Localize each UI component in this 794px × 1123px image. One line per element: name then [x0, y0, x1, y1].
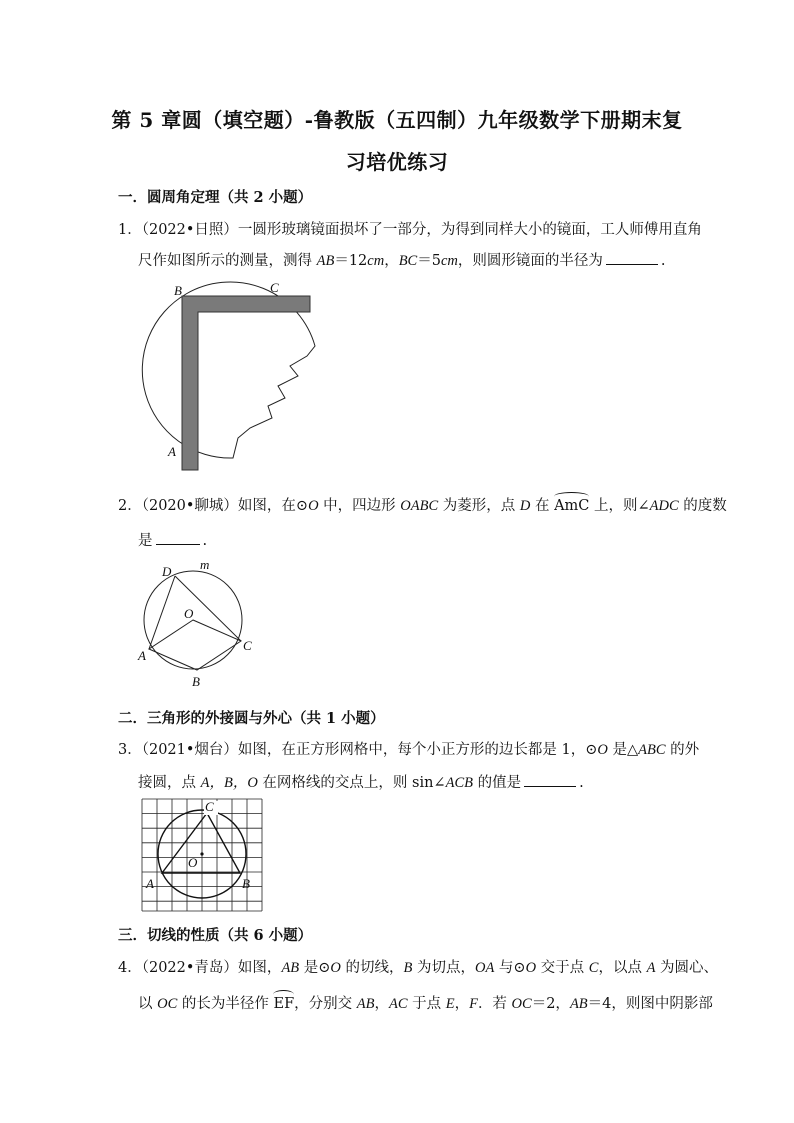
q4-var-oc2: OC — [511, 996, 532, 1012]
q1-label-a: A — [168, 444, 176, 459]
q4-text: ．若 — [477, 996, 512, 1012]
q3-var-o: O — [597, 742, 608, 758]
q3-label-a: A — [146, 876, 154, 891]
section-heading-2: 二．三角形的外接圆与外心（共 1 小题） — [118, 710, 385, 727]
q2-answer-blank[interactable] — [156, 530, 200, 545]
q1-label-b: B — [174, 283, 182, 298]
q2-circle-figure — [130, 558, 260, 690]
q4-text: 4．（2022•青岛）如图， — [118, 960, 282, 976]
q3-var-acb: ACB — [445, 775, 473, 791]
q4-var-ab2: AB — [356, 996, 375, 1012]
q1-right-angle-ruler — [182, 296, 310, 470]
q4-text: 交于点 — [536, 960, 589, 976]
q4-var-oc: OC — [157, 996, 178, 1012]
q3-var-points: A，B，O — [200, 775, 258, 791]
q4-text: 于点 — [407, 996, 446, 1012]
q2-var-oabc: OABC — [400, 498, 439, 514]
q4-var-ac: AC — [388, 996, 408, 1012]
q2-label-d: D — [162, 564, 172, 579]
q3-label-o: O — [188, 855, 198, 870]
document-title-line-1: 第 5 章圆（填空题）-鲁教版（五四制）九年级数学下册期末复 — [111, 108, 683, 132]
q3-text-line-1 — [118, 738, 699, 759]
q2-text-start: 是 — [138, 533, 153, 549]
q3-text-line-2 — [138, 771, 584, 792]
q4-var-f: F — [469, 996, 478, 1012]
section-heading-1: 一．圆周角定理（共 2 小题） — [118, 189, 313, 206]
q2-arc-label: AmC — [554, 498, 590, 514]
q2-var-d: D — [519, 498, 531, 514]
q4-var-c: C — [588, 960, 599, 976]
q3-grid-figure — [140, 797, 268, 915]
q1-text-line-1: 1．（2022•日照）一圆形玻璃镜面损坏了一部分，为得到同样大小的镜面，工人师傅用直角 — [118, 222, 702, 238]
q4-var-ab: AB — [281, 960, 300, 976]
q1-sep: ， — [384, 253, 399, 269]
q4-text: ，分别交 — [294, 996, 357, 1012]
q2-label-o: O — [184, 606, 194, 621]
q4-text: ＝2， — [531, 996, 570, 1012]
q4-arc-mark — [273, 990, 294, 999]
q4-text-line-2 — [138, 992, 713, 1013]
q1-text-end: ，则圆形镜面的半径为 — [457, 253, 603, 269]
q4-arc-notation — [273, 996, 294, 1012]
q3-text: 接圆，点 — [138, 775, 201, 791]
q3-var-abc: ABC — [638, 742, 666, 758]
q2-label-a: A — [138, 648, 146, 663]
q3-period: . — [579, 775, 584, 791]
q3-answer-blank[interactable] — [524, 772, 576, 787]
q4-text-line-1 — [118, 956, 718, 977]
q2-text: 的度数 — [678, 498, 727, 514]
q3-text: 的外 — [665, 742, 700, 758]
q3-text: 是△ — [607, 742, 639, 758]
q1-unit-2: cm — [440, 253, 458, 269]
q2-text: 2．（2020•聊城）如图，在⊙ — [118, 498, 309, 514]
q4-text: 为切点， — [412, 960, 475, 976]
q3-label-b: B — [242, 876, 250, 891]
q4-var-ab3: AB — [569, 996, 588, 1012]
q2-label-m: m — [200, 558, 210, 572]
q2-segment-da — [149, 576, 175, 649]
q2-label-b: B — [192, 674, 200, 689]
q1-eq2: ＝5 — [417, 253, 441, 269]
document-title-line-2: 习培优练习 — [345, 150, 449, 174]
q4-var-e: E — [445, 996, 455, 1012]
q2-var-o: O — [308, 498, 319, 514]
q4-text: 以 — [138, 996, 158, 1012]
q2-arc-notation — [554, 498, 589, 514]
q1-mirror-figure — [130, 278, 330, 473]
q3-text: 在网格线的交点上，则 sin∠ — [257, 775, 446, 791]
q2-period: . — [202, 533, 208, 549]
q4-text: 与⊙ — [494, 960, 526, 976]
q2-text-line-1 — [118, 494, 727, 515]
q3-text: 的值是 — [472, 775, 522, 791]
q1-unit-1: cm — [367, 253, 385, 269]
q1-var-bc: BC — [398, 253, 418, 269]
section-heading-3: 三．切线的性质（共 6 小题） — [118, 927, 313, 944]
q4-var-o: O — [330, 960, 341, 976]
q2-text: 在 — [530, 498, 555, 514]
q4-var-o2: O — [525, 960, 537, 976]
q4-text: 的切线， — [340, 960, 404, 976]
q2-arc-mark — [554, 492, 589, 501]
q1-text: 尺作如图所示的测量，测得 — [138, 253, 317, 269]
q2-var-adc: ADC — [649, 498, 679, 514]
q3-center-o — [200, 852, 203, 855]
q4-text: 的长为半径作 — [177, 996, 274, 1012]
q3-label-c: C — [205, 799, 214, 814]
q1-label-c: C — [270, 280, 279, 295]
q4-var-b: B — [403, 960, 413, 976]
q4-arc-label: EF — [273, 996, 295, 1012]
q1-var-ab: AB — [316, 253, 335, 269]
q4-text: 是⊙ — [299, 960, 331, 976]
q4-var-oa: OA — [474, 960, 495, 976]
q4-text: ＝4，则图中阴影部 — [587, 996, 713, 1012]
q1-text-line-2 — [138, 249, 666, 270]
q2-text: 为菱形，点 — [438, 498, 520, 514]
q1-eq1: ＝12 — [334, 253, 368, 269]
q4-text: 为圆心、 — [655, 960, 719, 976]
q2-label-c: C — [243, 638, 252, 653]
q1-answer-blank[interactable] — [606, 250, 658, 265]
q4-text: ，以点 — [598, 960, 647, 976]
q1-period: . — [660, 253, 666, 269]
q2-text: 上，则∠ — [589, 498, 650, 514]
q4-sep2: ， — [454, 996, 470, 1012]
q2-text: 中，四边形 — [318, 498, 401, 514]
q3-text: 3．（2021•烟台）如图，在正方形网格中，每个小正方形的边长都是 1，⊙ — [118, 742, 598, 758]
q2-text-line-2 — [138, 529, 207, 550]
q4-var-a: A — [646, 960, 656, 976]
q4-sep: ， — [374, 996, 389, 1012]
